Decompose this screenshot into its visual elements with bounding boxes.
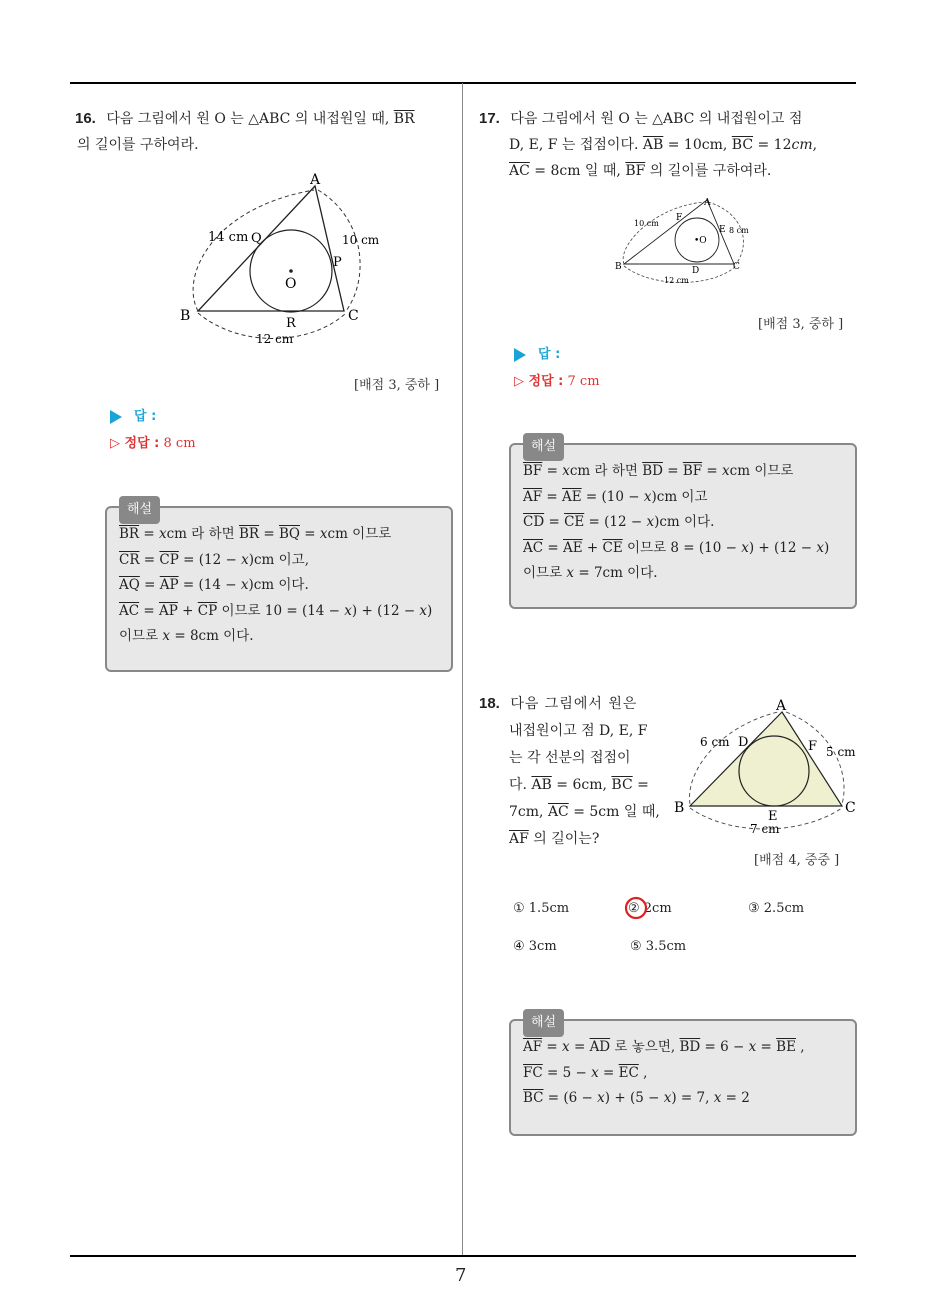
vertex-c: C: [733, 262, 740, 272]
vertex-a: A: [704, 198, 711, 208]
length-bc: 7 cm: [750, 822, 780, 836]
question-text-4: 다. $\overline{AB} = 6cm$, $\overline{BC}$ =: [509, 777, 649, 793]
vertex-a: A: [310, 172, 321, 188]
length-bc: 12 cm: [256, 332, 294, 346]
correct-value: 7 cm: [567, 374, 600, 389]
solution-tag: 해설: [523, 433, 564, 461]
question-text-3: $\overline{AC} = 8cm$ 일 때, $\overline{BF}$ 의 길이를 구하여라.: [509, 163, 772, 179]
column-divider: [462, 83, 463, 1256]
point-f: F: [808, 739, 818, 754]
q16-answer: [110, 405, 156, 424]
solution-line: 이므로 x = 8cm 이다.: [119, 628, 254, 644]
length-ab: 10 cm: [634, 219, 659, 228]
choice-label: ② 2cm: [628, 901, 672, 916]
solution-line: $\overline{AQ} = \overline{AP} = (14 - x)cm$ 이다.: [119, 577, 309, 593]
solution-line: $\overline{BR}$ = xcm 라 하면 $\overline{BR} = \overline{BQ}$ = xcm 이므로: [119, 526, 392, 542]
question-text-6: $\overline{AF}$ 의 길이는?: [509, 831, 600, 847]
question-text-3: 는 각 선분의 접점이: [509, 750, 631, 766]
play-triangle-icon: [110, 410, 122, 424]
question-text-1: 다음 그림에서 원은: [510, 696, 638, 712]
selected-circle-icon: [623, 895, 651, 923]
point-d: D: [738, 735, 749, 750]
point-e: E: [719, 225, 726, 235]
question-18: [479, 690, 664, 853]
question-text-5: 7cm, $\overline{AC} = 5cm$ 일 때,: [509, 804, 660, 820]
q17-figure: [612, 192, 752, 288]
point-d: D: [692, 266, 700, 276]
question-number: 18.: [479, 695, 500, 712]
solution-line: $\overline{BC} = (6 - x) + (5 - x) = 7$, x = 2: [523, 1090, 750, 1106]
solution-line: $\overline{AF} = x = \overline{AD}$ 로 놓으면, $\overline{BD} = 6 - x = \overline{BE}$ ,: [523, 1039, 805, 1055]
center-o: O: [285, 276, 297, 292]
solution-tag: 해설: [119, 496, 160, 524]
choice-3[interactable]: ③ 2.5cm: [748, 901, 805, 916]
correct-value: 8 cm: [163, 436, 196, 451]
q18-solution-box: [509, 1015, 857, 1136]
correct-label: 정답 :: [124, 436, 160, 451]
question-17: [479, 106, 859, 184]
point-p: P: [333, 255, 342, 270]
vertex-c: C: [845, 800, 856, 816]
solution-line: $\overline{AC} = \overline{AE} + \overline{CE}$ 이므로 8 = (10 − x) + (12 − x): [523, 539, 830, 556]
length-ab: 14 cm: [208, 230, 249, 245]
solution-line: $\overline{AC} = \overline{AP} + \overline{CP}$ 이므로 10 = (14 − x) + (12 − x): [119, 602, 433, 619]
question-text: 다음 그림에서 원 O 는 △ABC 의 내접원일 때,: [106, 111, 390, 127]
question-number: 16.: [75, 110, 96, 127]
question-number: 17.: [479, 110, 500, 127]
solution-tag: 해설: [523, 1009, 564, 1037]
question-16: [75, 106, 460, 158]
point-q: Q: [251, 231, 262, 246]
solution-line: $\overline{BF}$ = xcm 라 하면 $\overline{BD} = \overline{BF}$ = xcm 이므로: [523, 463, 794, 479]
top-rule: [70, 82, 856, 84]
center-o: •O: [694, 236, 707, 246]
vertex-c: C: [348, 308, 359, 324]
point-r: R: [286, 316, 296, 331]
vertex-a: A: [776, 698, 787, 714]
length-bc: 12 cm: [664, 276, 689, 285]
segment-label: $\overline{BR}$: [393, 111, 415, 127]
length-ac: 5 cm: [826, 745, 856, 759]
play-triangle-icon: [514, 348, 526, 362]
vertex-b: B: [615, 262, 622, 272]
q17-answer: [514, 343, 560, 362]
answer-label: 답 :: [538, 347, 561, 362]
page-number: 7: [455, 1265, 467, 1286]
length-ac: 8 cm: [729, 226, 749, 235]
solution-line: $\overline{CD} = \overline{CE} = (12 - x)cm$ 이다.: [523, 514, 715, 530]
bottom-rule: [70, 1255, 856, 1257]
length-ab: 6 cm: [700, 735, 730, 749]
q18-figure: [670, 696, 860, 840]
solution-line: $\overline{FC} = 5 - x = \overline{EC}$ ,: [523, 1064, 648, 1081]
length-ac: 10 cm: [342, 233, 380, 247]
question-text-2: D, E, F 는 접점이다. $\overline{AB} = 10cm$, $\overline{BC} = 12cm$,: [509, 137, 818, 153]
solution-line: 이므로 x = 7cm 이다.: [523, 565, 658, 581]
answer-label: 답 :: [134, 409, 157, 424]
q17-correct-answer: ▷ 정답 : 7 cm: [514, 374, 600, 389]
q16-figure: [170, 168, 410, 350]
point-e: E: [768, 809, 778, 824]
question-text: 다음 그림에서 원 O 는 △ABC 의 내접원이고 점: [510, 111, 803, 127]
q16-score: [배점 3, 중하 ]: [354, 378, 440, 393]
solution-line: $\overline{AF} = \overline{AE} = (10 - x)cm$ 이고: [523, 488, 708, 505]
q16-solution-box: [105, 502, 453, 672]
choice-5[interactable]: ⑤ 3.5cm: [630, 939, 687, 954]
vertex-b: B: [674, 800, 685, 816]
point-f: F: [676, 213, 683, 223]
q17-score: [배점 3, 중하 ]: [758, 317, 844, 332]
solution-line: $\overline{CR} = \overline{CP} = (12 - x)cm$ 이고,: [119, 551, 309, 568]
question-text-2: 의 길이를 구하여라.: [77, 137, 199, 153]
q18-score: [배점 4, 중중 ]: [754, 853, 840, 868]
choice-2[interactable]: [628, 901, 672, 916]
choice-4[interactable]: ④ 3cm: [513, 939, 557, 954]
choice-1[interactable]: ① 1.5cm: [513, 901, 570, 916]
vertex-b: B: [180, 308, 191, 324]
correct-label: 정답 :: [528, 374, 564, 389]
q17-solution-box: [509, 439, 857, 609]
question-text-2: 내접원이고 점 D, E, F: [509, 723, 648, 739]
q16-correct-answer: ▷ 정답 : 8 cm: [110, 436, 196, 451]
